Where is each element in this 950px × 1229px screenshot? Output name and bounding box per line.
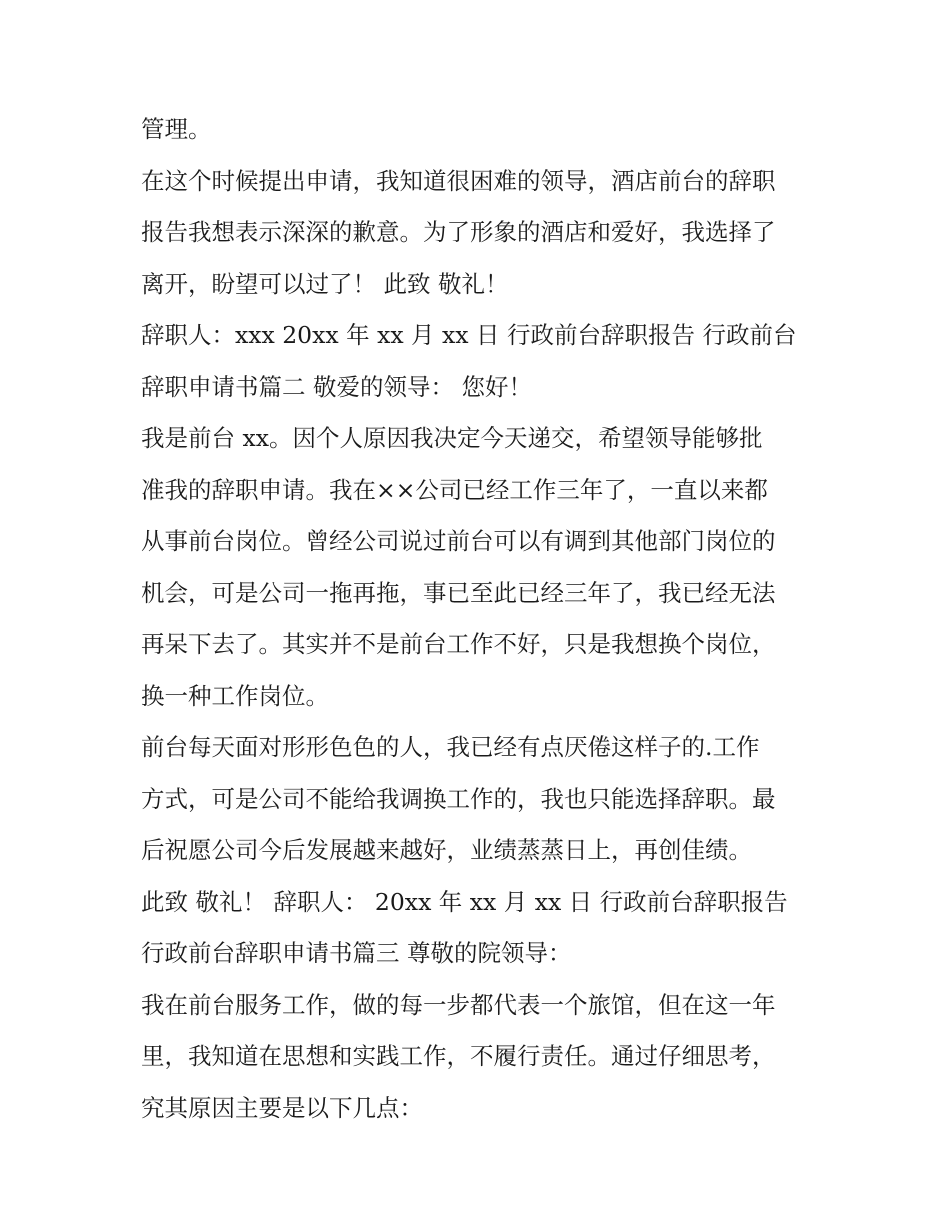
text-line: 报告我想表示深深的歉意。为了形象的酒店和爱好，我选择了 [141, 218, 776, 246]
text-line: 行政前台辞职申请书篇三 尊敬的院领导： [141, 939, 572, 967]
text-line: 换一种工作岗位。 [141, 681, 329, 710]
text-line: 辞职人：xxx 20xx 年 xx 月 xx 日 行政前台辞职报告 行政前台 [141, 321, 797, 349]
text-line: 我是前台 xx。因个人原因我决定今天递交，希望领导能够批 [141, 424, 763, 452]
text-line: 后祝愿公司今后发展越来越好，业绩蒸蒸日上，再创佳绩。 [141, 836, 752, 864]
text-line: 究其原因主要是以下几点： [141, 1093, 423, 1122]
text-line: 从事前台岗位。曾经公司说过前台可以有调到其他部门岗位的 [141, 527, 776, 555]
text-line: 辞职申请书篇二 敬爱的领导： 您好！ [141, 372, 532, 401]
text-line: 在这个时候提出申请，我知道很困难的领导，酒店前台的辞职 [141, 166, 776, 195]
text-line: 机会，可是公司一拖再拖，事已至此已经三年了，我已经无法 [141, 578, 776, 607]
text-line: 再呆下去了。其实并不是前台工作不好，只是我想换个岗位， [141, 630, 776, 658]
text-line: 管理。 [141, 115, 212, 143]
text-line: 此致 敬礼！ 辞职人： 20xx 年 xx 月 xx 日 行政前台辞职报告 [141, 887, 788, 916]
text-line: 准我的辞职申请。我在××公司已经工作三年了，一直以来都 [141, 475, 768, 504]
text-line: 前台每天面对形形色色的人，我已经有点厌倦这样子的.工作 [141, 733, 760, 761]
text-line: 里，我知道在思想和实践工作，不履行责任。通过仔细思考， [141, 1042, 776, 1070]
text-line: 离开，盼望可以过了！ 此致 敬礼！ [141, 269, 509, 298]
text-line: 方式，可是公司不能给我调换工作的，我也只能选择辞职。最 [141, 784, 776, 813]
text-line: 我在前台服务工作，做的每一步都代表一个旅馆，但在这一年 [141, 990, 776, 1019]
document-body [141, 104, 821, 1134]
